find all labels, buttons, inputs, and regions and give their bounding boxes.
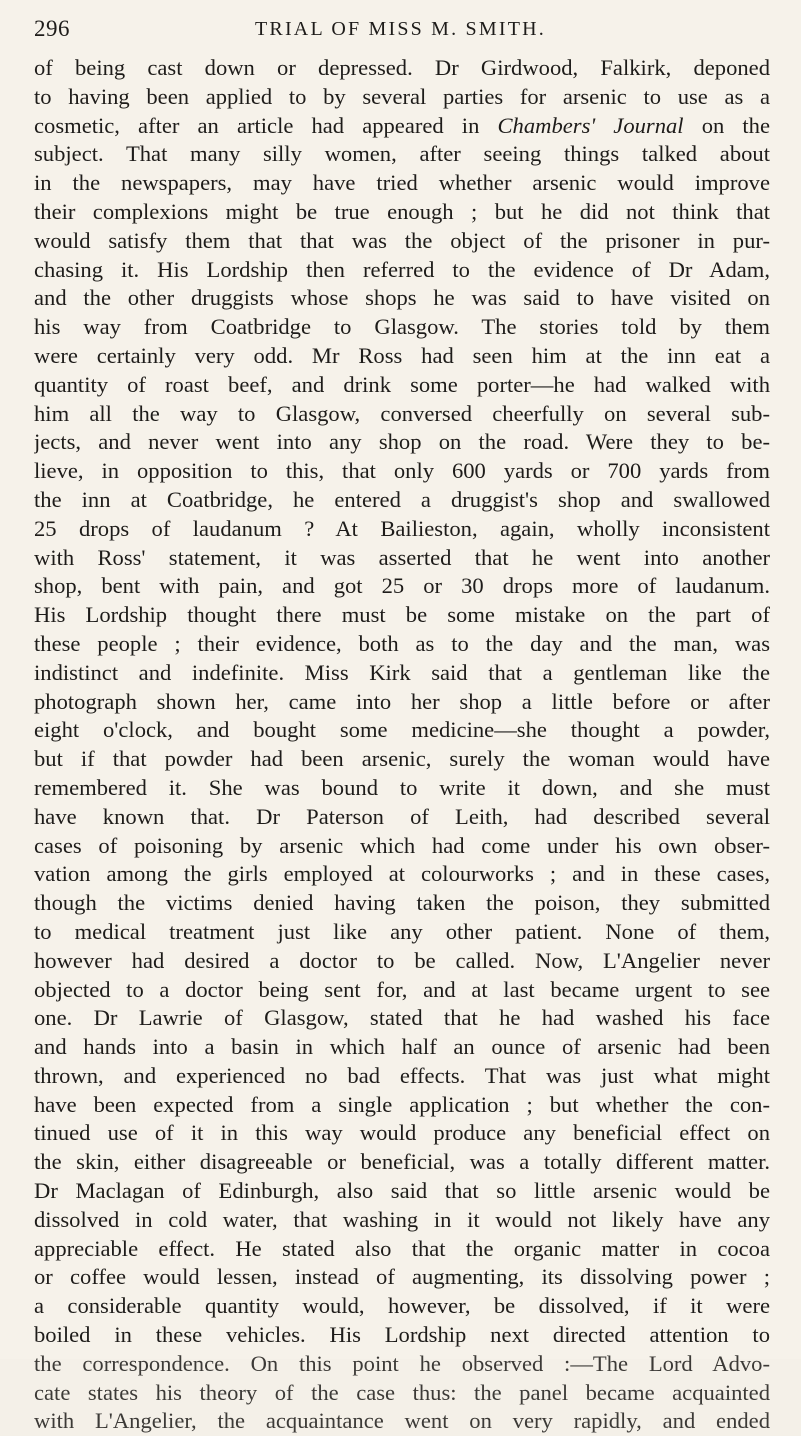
text-line: the correspondence. On this point he observed :—The Lord Advo- (34, 1350, 770, 1376)
text-line: in the newspapers, may have tried whether arsenic would improve (34, 170, 770, 196)
text-line: His Lordship thought there must be some mistake on the part of (34, 602, 770, 628)
text-line: shop, bent with pain, and got 25 or 30 drops more of laudanum. (34, 573, 770, 599)
text-line: objected to a doctor being sent for, and at last became urgent to see (34, 976, 770, 1002)
text-line: quantity of roast beef, and drink some porter—he had walked with (34, 371, 770, 397)
text-line: their complexions might be true enough ; but he did not think that (34, 198, 770, 224)
text-line: photograph shown her, came into her shop a little before or after (34, 688, 770, 714)
text-line: to having been applied to by several parties for arsenic to use as a (34, 83, 770, 109)
journal-title: Chambers' Journal (497, 112, 684, 138)
text-line: of being cast down or depressed. Dr Girdwood, Falkirk, deponed (34, 55, 770, 80)
text-line: boiled in these vehicles. His Lordship next directed attention to (34, 1322, 770, 1348)
text-line: his way from Coatbridge to Glasgow. The stories told by them (34, 314, 770, 340)
text-line: were certainly very odd. Mr Ross had seen him at the inn eat a (34, 342, 770, 368)
text-line: one. Dr Lawrie of Glasgow, stated that he had washed his face (34, 1005, 770, 1031)
text-line: the skin, either disagreeable or beneficial, was a totally different matter. (34, 1149, 770, 1175)
page-number: 296 (34, 16, 70, 41)
text-line: have been expected from a single application ; but whether the con- (34, 1091, 770, 1117)
text-line: a considerable quantity would, however, be dissolved, if it were (34, 1293, 770, 1319)
text-line: these people ; their evidence, both as to the day and the man, was (34, 630, 770, 656)
text-line: Dr Maclagan of Edinburgh, also said that so little arsenic would be (34, 1178, 770, 1204)
running-head (34, 16, 767, 50)
text-line: the inn at Coatbridge, he entered a druggist's shop and swallowed (34, 486, 770, 512)
text-line: cate states his theory of the case thus: the panel became acquainted (34, 1379, 770, 1405)
text-line: though the victims denied having taken the poison, they submitted (34, 890, 770, 916)
text-line: and hands into a basin in which half an ounce of arsenic had been (34, 1034, 770, 1060)
text-line: lieve, in opposition to this, that only 600 yards or 700 yards from (34, 458, 770, 484)
text-line: subject. That many silly women, after seeing things talked about (34, 141, 770, 167)
text-line: vation among the girls employed at colourworks ; and in these cases, (34, 861, 770, 887)
text-line: jects, and never went into any shop on the road. Were they to be- (34, 429, 770, 455)
text-line: and the other druggists whose shops he was said to have visited on (34, 285, 770, 311)
text-line: cases of poisoning by arsenic which had come under his own obser- (34, 832, 770, 858)
text-line: 25 drops of laudanum ? At Bailieston, again, wholly inconsistent (34, 515, 770, 541)
text-line: however had desired a doctor to be called. Now, L'Angelier never (34, 947, 770, 973)
text-line: remembered it. She was bound to write it down, and she must (34, 774, 770, 800)
text-line: appreciable effect. He stated also that the organic matter in cocoa (34, 1235, 770, 1261)
text-line: indistinct and indefinite. Miss Kirk said that a gentleman like the (34, 659, 770, 685)
text-line: tinued use of it in this way would produce any beneficial effect on (34, 1120, 770, 1146)
text-line: him all the way to Glasgow, conversed cheerfully on several sub- (34, 400, 770, 426)
text-line: thrown, and experienced no bad effects. That was just what might (34, 1062, 770, 1088)
text-line: with Ross' statement, it was asserted that he went into another (34, 544, 770, 570)
text-line: with L'Angelier, the acquaintance went on very rapidly, and ended (34, 1408, 770, 1434)
body-text (34, 54, 770, 1436)
text-line: but if that powder had been arsenic, surely the woman would have (34, 746, 770, 772)
text-line: chasing it. His Lordship then referred to the evidence of Dr Adam, (34, 256, 770, 282)
text-line: have known that. Dr Paterson of Leith, had described several (34, 803, 770, 829)
text-line (34, 112, 770, 141)
text-line: to medical treatment just like any other patient. None of them, (34, 918, 770, 944)
running-title: TRIAL OF MISS M. SMITH. (254, 18, 546, 40)
text-fragment: on the (683, 112, 770, 138)
text-line: would satisfy them that that was the object of the prisoner in pur- (34, 227, 770, 253)
text-line: or coffee would lessen, instead of augmenting, its dissolving power ; (34, 1264, 770, 1290)
text-line: eight o'clock, and bought some medicine—she thought a powder, (34, 717, 770, 743)
text-line: dissolved in cold water, that washing in it would not likely have any (34, 1206, 770, 1232)
text-fragment: cosmetic, after an article had appeared in (34, 112, 498, 138)
